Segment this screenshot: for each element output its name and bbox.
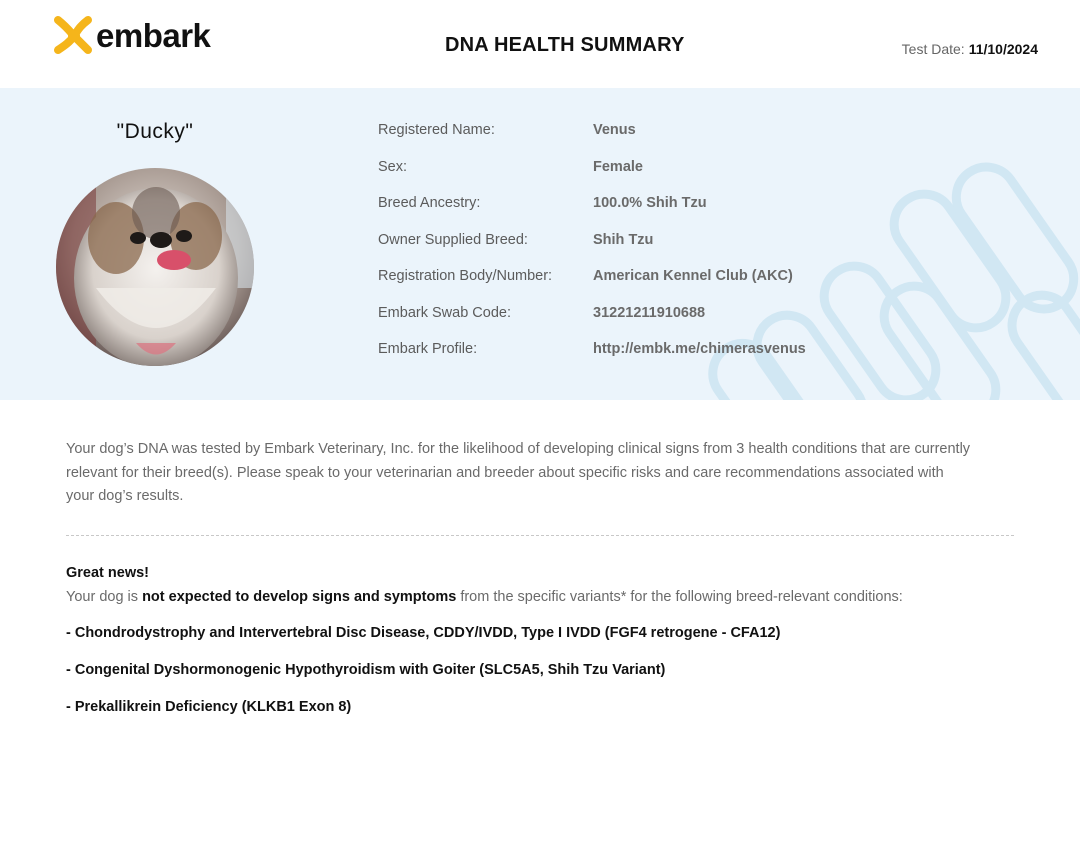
intro-paragraph [66,438,1016,509]
info-value: Female [593,158,643,175]
info-label: Breed Ancestry: [378,195,481,211]
dog-call-name: "Ducky" [116,120,194,143]
summary-bold: not expected to develop signs and symptoms [142,589,457,605]
info-label: Embark Swab Code: [378,304,511,321]
dashed-divider [66,535,1014,536]
dog-photo [56,168,254,366]
embark-logo-icon [50,12,96,58]
condition-item: - Chondrodystrophy and Intervertebral Disc Disease, CDDY/IVDD, Type I IVDD (FGF4 retrogene - CFA12) [66,625,781,641]
great-news-heading: Great news! [66,565,149,581]
intro-line: Your dog’s DNA was tested by Embark Veterinary, Inc. for the likelihood of developing clinical signs from 3 health conditions that are currently [66,441,971,457]
embark-logo[interactable] [50,12,210,58]
condition-item: - Prekallikrein Deficiency (KLKB1 Exon 8) [66,699,352,715]
info-value: American Kennel Club (AKC) [593,268,793,284]
condition-item: - Congenital Dyshormonogenic Hypothyroidism with Goiter (SLC5A5, Shih Tzu Variant) [66,662,666,678]
page-title: DNA HEALTH SUMMARY [445,34,685,56]
profile-band [0,88,1080,400]
info-value: Venus [593,122,636,138]
intro-line: your dog’s results. [66,488,184,504]
summary-pre: Your dog is [66,589,143,605]
header [0,0,1080,88]
test-date-value: 11/10/2024 [968,41,1038,57]
info-label: Embark Profile: [378,341,478,357]
summary-post: from the specific variants* for the following breed-relevant conditions: [456,589,903,605]
embark-profile-link[interactable]: http://embk.me/chimerasvenus [593,341,806,357]
info-label: Owner Supplied Breed: [378,231,528,248]
info-value: 100.0% Shih Tzu [593,195,707,211]
intro-line: relevant for their breed(s). Please speak to your veterinarian and breeder about specific risks and care recommendations associated with [66,464,944,481]
info-value: Shih Tzu [593,231,654,248]
logo-wordmark: embark [96,16,211,54]
dog-photo-icon [56,168,254,366]
info-label: Registered Name: [378,122,495,138]
test-date-label: Test Date: [901,41,965,57]
info-label: Sex: [378,158,408,175]
info-label: Registration Body/Number: [378,268,553,284]
test-date [902,41,1038,57]
info-value: 31221211910688 [593,304,706,321]
result-summary [66,589,1026,605]
